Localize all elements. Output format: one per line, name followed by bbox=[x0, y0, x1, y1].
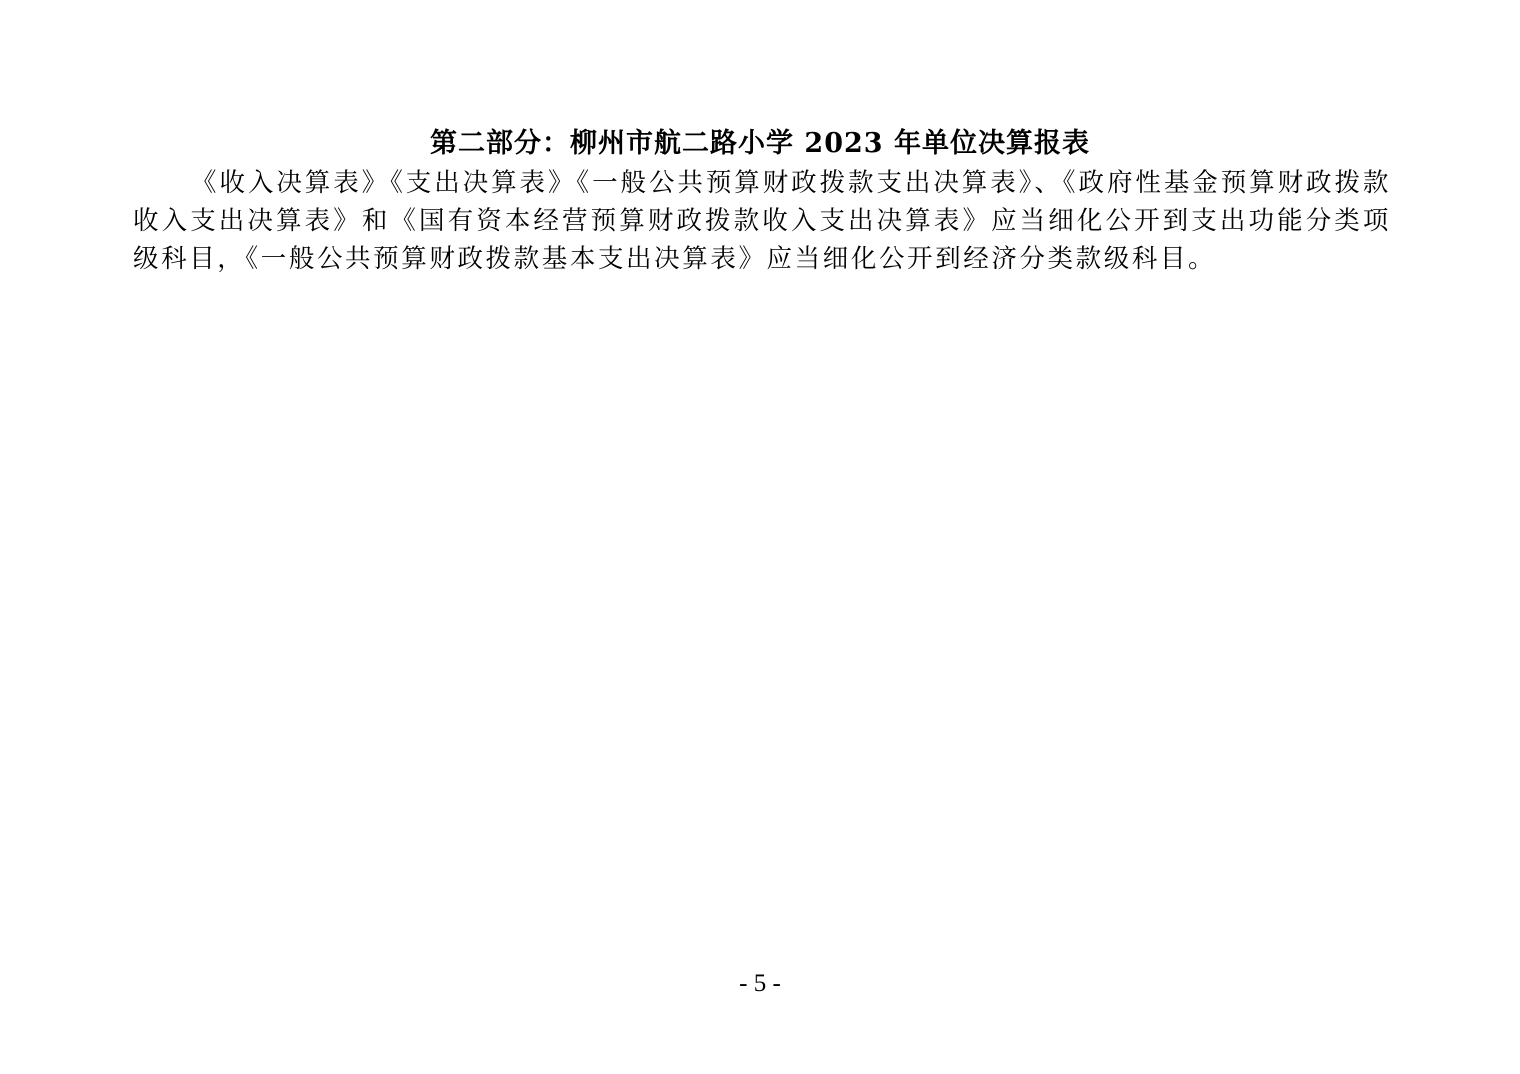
body-paragraph: 《收入决算表》《支出决算表》《一般公共预算财政拨款支出决算表》、《政府性基金预算财政拨款收入支出决算表》和《国有资本经营预算财政拨款收入支出决算表》应当细化公开到支出功能分类项级科目，《一般公共预算财政拨款基本支出决算表》应当细化公开到经济分类款级科目。 bbox=[133, 168, 1391, 274]
page-number: - 5 - bbox=[739, 970, 781, 997]
section-title: 第二部分：柳州市航二路小学 2023 年单位决算报表 bbox=[430, 128, 1090, 159]
